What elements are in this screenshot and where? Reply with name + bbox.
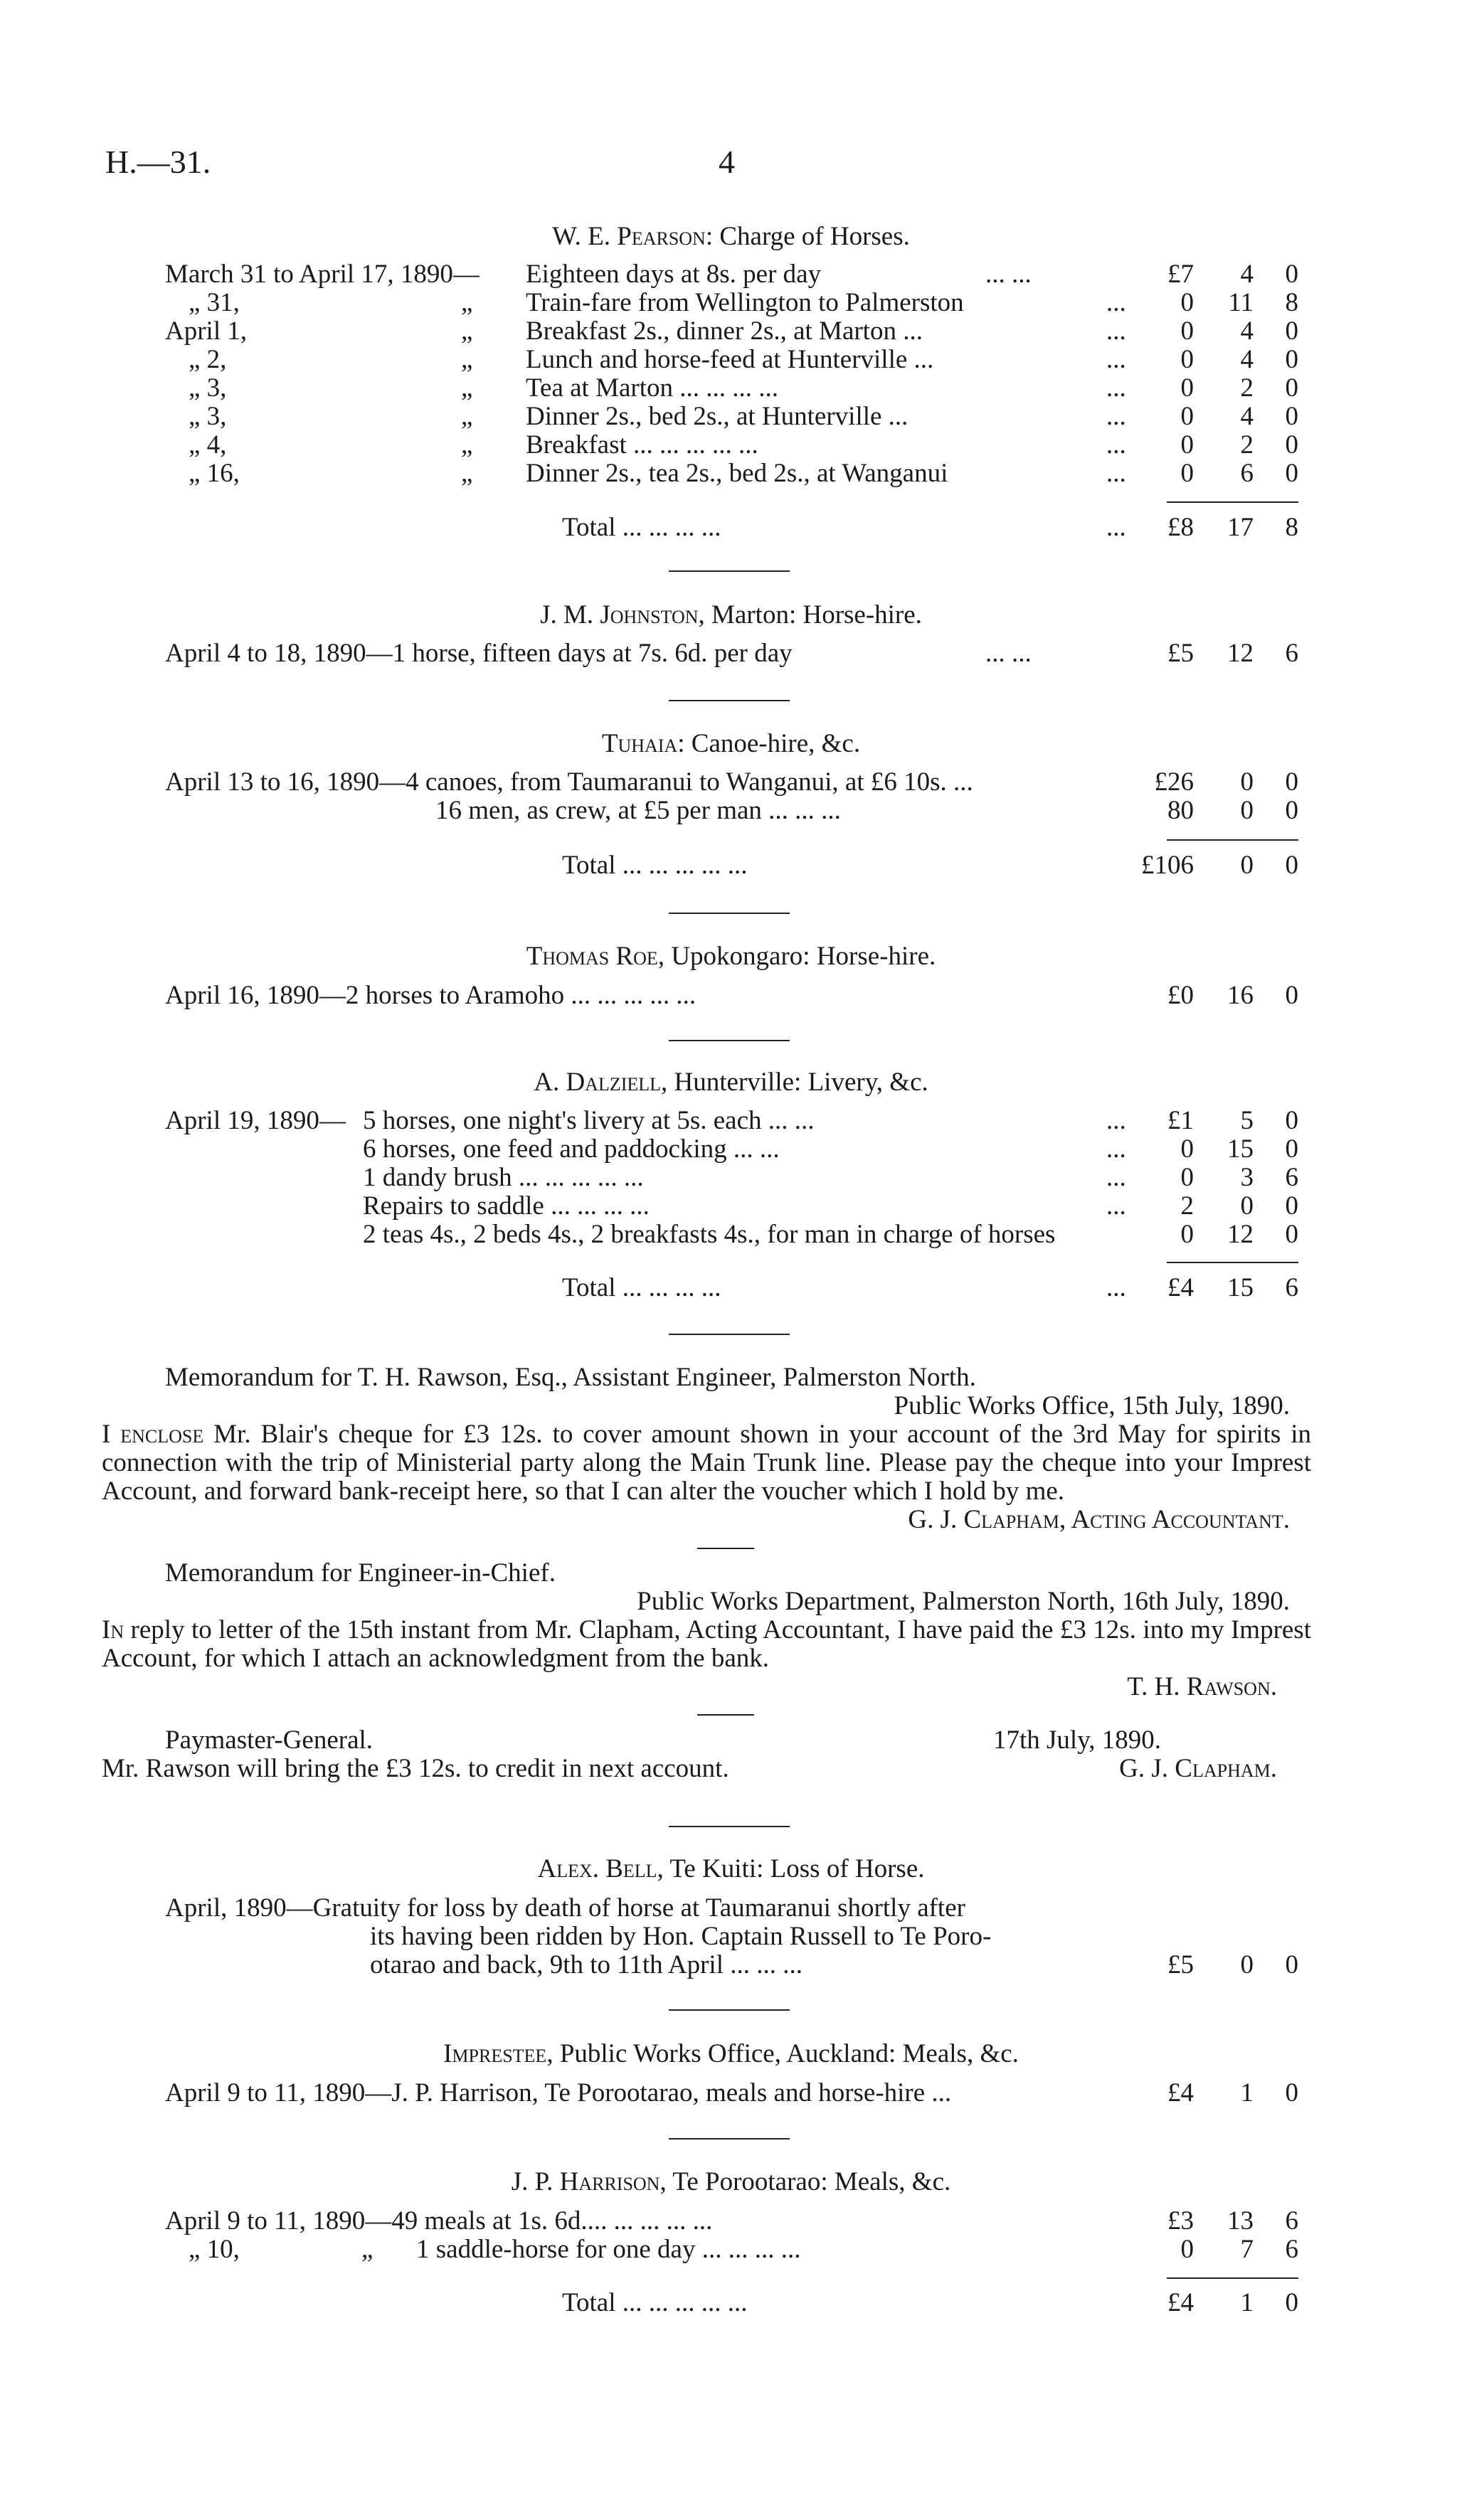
amount: £1 5 0 xyxy=(1167,1106,1298,1135)
section-divider xyxy=(669,913,790,914)
section-divider xyxy=(669,1826,790,1827)
sum-rule xyxy=(1167,839,1298,841)
ledger-row: March 31 to April 17, 1890— Eighteen days at 8s. per day ... ... £7 4 0 xyxy=(165,260,1298,289)
amount: 0 15 0 xyxy=(1180,1134,1298,1164)
ledger-row: „ 31, „ Train-fare from Wellington to Palmerston ... 0 11 8 xyxy=(189,288,1298,317)
amount: 0 7 6 xyxy=(1180,2235,1298,2264)
memo-body: Mr. Rawson will bring the £3 12s. to credit in next account. xyxy=(102,1754,729,1783)
ledger-row: April 9 to 11, 1890—49 meals at 1s. 6d.... ... ... ... ... £3 13 6 xyxy=(165,2206,1298,2235)
amount: £106 0 0 xyxy=(1141,851,1298,880)
ledger-row: „ 16, „ Dinner 2s., tea 2s., bed 2s., at Wanganui ... 0 6 0 xyxy=(189,459,1298,488)
ledger-row: „ 4, „ Breakfast ... ... ... ... ... ... 0 2 0 xyxy=(189,430,1298,459)
ledger-row: April 4 to 18, 1890—1 horse, fifteen days at 7s. 6d. per day ... ... £5 12 6 xyxy=(165,639,1298,668)
ledger-row: „ 3, „ Tea at Marton ... ... ... ... ... 0 2 0 xyxy=(189,373,1298,403)
ledger-row: „ 3, „ Dinner 2s., bed 2s., at Hunterville ... ... 0 4 0 xyxy=(189,402,1298,431)
ledger-row: April 16, 1890—2 horses to Aramoho ... ... ... ... ... £0 16 0 xyxy=(165,981,1298,1010)
ledger-row: 16 men, as crew, at £5 per man ... ... ... 80 0 0 xyxy=(435,796,1298,825)
ledger-row: April 13 to 16, 1890—4 canoes, from Taumaranui to Wanganui, at £6 10s. ... £26 0 0 xyxy=(165,767,1298,797)
section-heading-johnston: J. M. Johnston, Marton: Horse-hire. xyxy=(540,600,922,629)
amount: 0 2 0 xyxy=(1180,373,1298,403)
memo-place-date: Public Works Office, 15th July, 1890. xyxy=(894,1391,1290,1420)
ledger-row: April 9 to 11, 1890—J. P. Harrison, Te Porootarao, meals and horse-hire ... £4 1 0 xyxy=(165,2078,1298,2107)
amount: 0 4 0 xyxy=(1180,317,1298,346)
section-divider xyxy=(669,570,790,572)
memo-signature: T. H. Rawson. xyxy=(1127,1672,1277,1701)
amount: 0 4 0 xyxy=(1180,345,1298,374)
amount: 0 12 0 xyxy=(1180,1220,1298,1249)
ledger-row: otarao and back, 9th to 11th April ... ... ... £5 0 0 xyxy=(370,1950,1298,1979)
amount: 0 3 6 xyxy=(1180,1163,1298,1192)
amount: 80 0 0 xyxy=(1167,796,1298,825)
memo-signature: G. J. Clapham, Acting Accountant. xyxy=(908,1505,1290,1534)
sum-rule xyxy=(1167,501,1298,503)
memo-place-date: Public Works Department, Palmerston North, 16th July, 1890. xyxy=(637,1587,1290,1616)
ledger-row: „ 2, „ Lunch and horse-feed at Hunterville ... ... 0 4 0 xyxy=(189,345,1298,374)
section-divider xyxy=(669,700,790,701)
amount: £4 1 0 xyxy=(1167,2288,1298,2317)
section-heading-tuhaia: Tuhaia: Canoe-hire, &c. xyxy=(601,729,861,758)
amount: £5 0 0 xyxy=(1167,1950,1298,1979)
section-heading-bell: Alex. Bell, Te Kuiti: Loss of Horse. xyxy=(537,1854,925,1883)
amount: £5 12 6 xyxy=(1167,639,1298,668)
ledger-row: 2 teas 4s., 2 beds 4s., 2 breakfasts 4s., for man in charge of horses 0 12 0 xyxy=(363,1220,1298,1249)
ledger-row: 1 dandy brush ... ... ... ... ... ... 0 3 6 xyxy=(363,1163,1298,1192)
amount: £4 15 6 xyxy=(1167,1273,1298,1302)
memo-heading: Paymaster-General. xyxy=(165,1726,374,1755)
amount: 2 0 0 xyxy=(1180,1191,1298,1221)
section-heading-pearson: W. E. Pearson: Charge of Horses. xyxy=(552,222,910,251)
ledger-row: Repairs to saddle ... ... ... ... ... 2 0 0 xyxy=(363,1191,1298,1221)
amount: 0 2 0 xyxy=(1180,430,1298,459)
ledger-row: 6 horses, one feed and paddocking ... ... ... 0 15 0 xyxy=(363,1134,1298,1164)
amount: 0 6 0 xyxy=(1180,459,1298,488)
section-divider xyxy=(669,1040,790,1041)
total-row: Total ... ... ... ... ... £4 1 0 xyxy=(562,2288,1298,2317)
section-heading-dalziell: A. Dalziell, Hunterville: Livery, &c. xyxy=(534,1068,928,1097)
section-divider xyxy=(669,2009,790,2011)
page-number: 4 xyxy=(719,144,735,180)
amount: £7 4 0 xyxy=(1167,260,1298,289)
section-divider xyxy=(669,1334,790,1335)
section-divider xyxy=(697,1548,754,1549)
section-divider xyxy=(669,2138,790,2139)
memo-date: 17th July, 1890. xyxy=(993,1726,1162,1755)
sum-rule xyxy=(1167,2277,1298,2279)
ledger-row: its having been ridden by Hon. Captain Russell to Te Poro- xyxy=(370,1922,992,1951)
memo-signature: G. J. Clapham. xyxy=(1119,1754,1277,1783)
ledger-row: April, 1890—Gratuity for loss by death of horse at Taumaranui shortly after xyxy=(165,1893,965,1923)
memo-body: In reply to letter of the 15th instant from Mr. Clapham, Acting Accountant, I have paid the £3 12s. into my Imprest Account, for which I attach an acknowledgment from the bank. xyxy=(102,1615,1311,1673)
ledger-row: „ 10, „ 1 saddle-horse for one day ... ... ... ... 0 7 6 xyxy=(189,2235,1298,2264)
total-row: Total ... ... ... ... ... £4 15 6 xyxy=(562,1273,1298,1302)
amount: £26 0 0 xyxy=(1154,767,1298,797)
amount: £4 1 0 xyxy=(1167,2078,1298,2107)
sum-rule xyxy=(1167,1262,1298,1263)
section-heading-harrison: J. P. Harrison, Te Porootarao: Meals, &c. xyxy=(511,2167,951,2196)
section-heading-imprestee: Imprestee, Public Works Office, Auckland: Meals, &c. xyxy=(443,2039,1019,2068)
section-heading-roe: Thomas Roe, Upokongaro: Horse-hire. xyxy=(526,942,936,971)
report-reference: H.—31. xyxy=(105,144,211,180)
amount: 0 11 8 xyxy=(1180,288,1298,317)
ledger-row: April 1, „ Breakfast 2s., dinner 2s., at Marton ... ... 0 4 0 xyxy=(165,317,1298,346)
total-row: Total ... ... ... ... ... £106 0 0 xyxy=(562,851,1298,880)
amount: £0 16 0 xyxy=(1167,981,1298,1010)
section-divider xyxy=(697,1714,754,1716)
amount: £3 13 6 xyxy=(1167,2206,1298,2235)
ledger-row: April 19, 1890— 5 horses, one night's livery at 5s. each ... ... ... £1 5 0 xyxy=(165,1106,1298,1135)
amount: 0 4 0 xyxy=(1180,402,1298,431)
memo-heading: Memorandum for Engineer-in-Chief. xyxy=(165,1558,556,1588)
amount: £8 17 8 xyxy=(1167,513,1298,542)
memo-body: I enclose Mr. Blair's cheque for £3 12s. to cover amount shown in your account of the 3rd May for spirits in connection with the trip of Ministerial party along the Main Trunk line. Please pay the cheque into your Imprest Account, and forward bank-receipt here, so that I can alter the voucher which I hold by me. xyxy=(102,1420,1312,1506)
memo-heading: Memorandum for T. H. Rawson, Esq., Assistant Engineer, Palmerston North. xyxy=(165,1363,976,1392)
total-row: Total ... ... ... ... ... £8 17 8 xyxy=(562,513,1298,542)
